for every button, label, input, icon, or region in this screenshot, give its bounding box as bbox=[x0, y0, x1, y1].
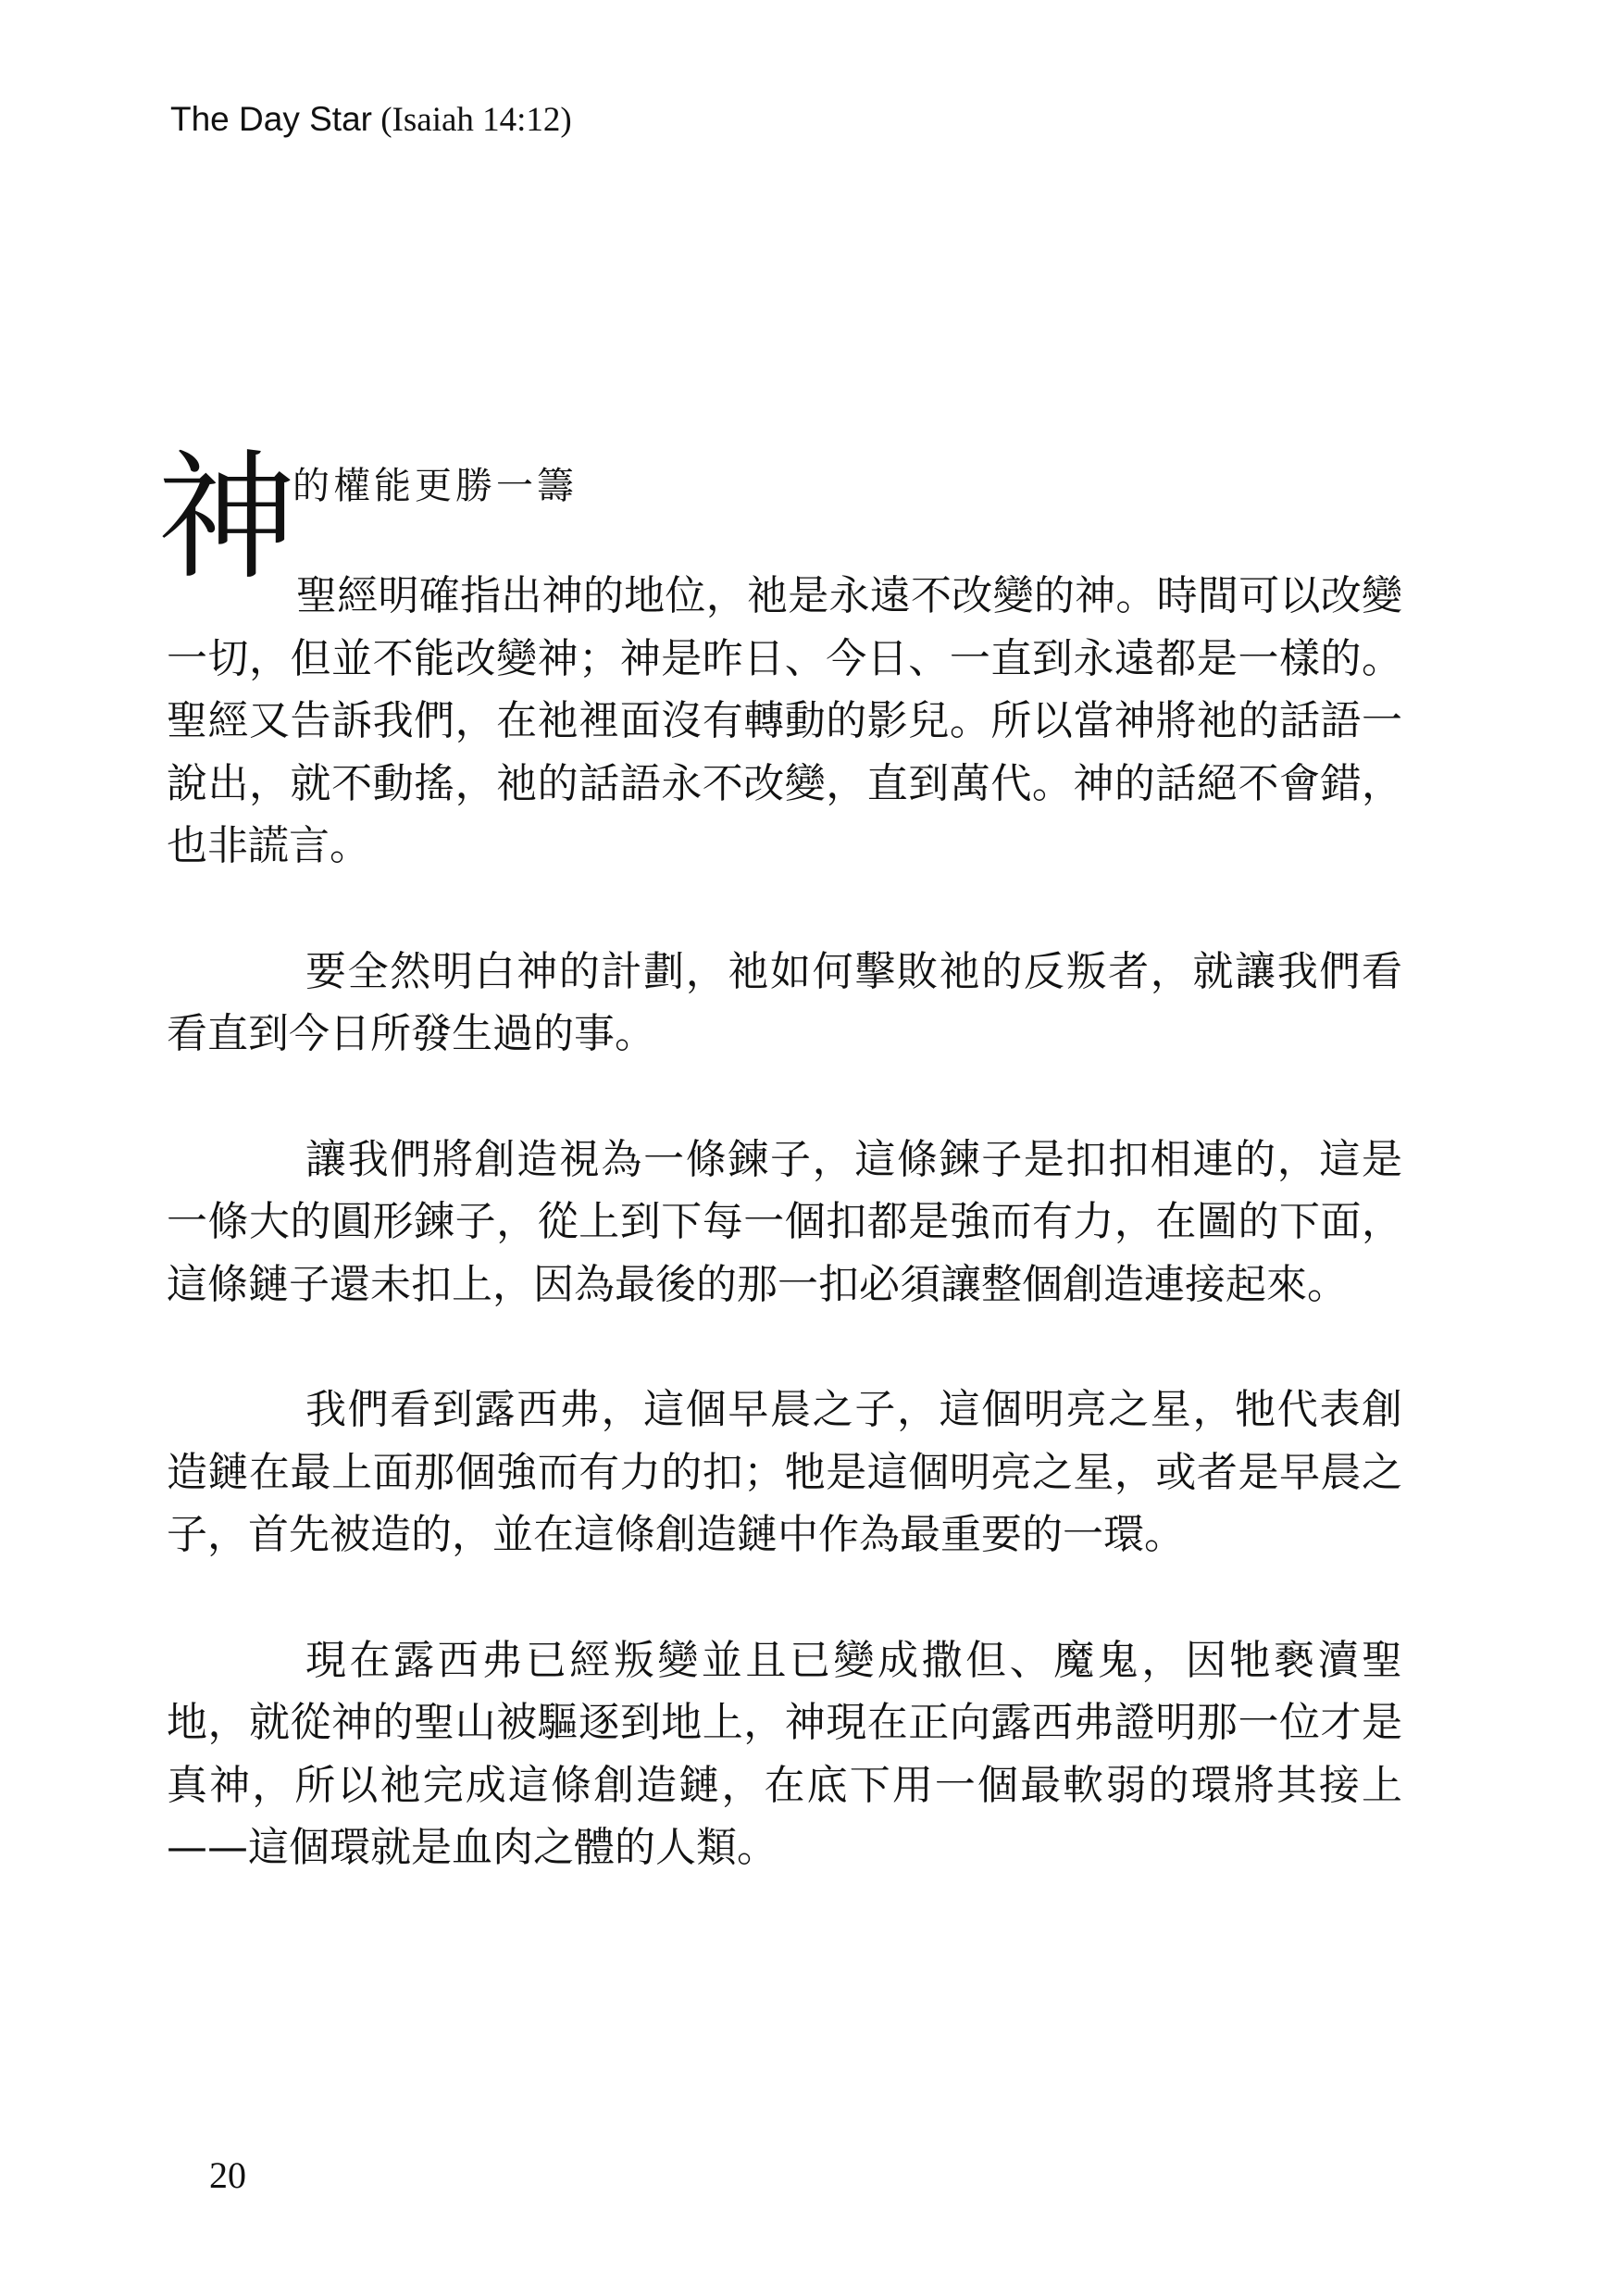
page-number: 20 bbox=[209, 2154, 246, 2196]
paragraph: 聖經明確指出神的地位，祂是永遠不改變的神。時間可以改變一切，但並不能改變神；神是昨日、今日、一直到永遠都是一樣的。聖經又告訴我們，在祂裡面沒有轉動的影兒。所以當神將祂的話語一說出，就不動搖，祂的話語永不改變，直到萬代。神的話絕不會錯，也非謊言。 bbox=[167, 572, 1402, 869]
body-text bbox=[167, 565, 1402, 1942]
book-title: The Day Star bbox=[170, 100, 372, 138]
running-header bbox=[170, 97, 572, 143]
scripture-reference: (Isaiah 14:12) bbox=[380, 101, 572, 139]
paragraph: 現在露西弗已經叛變並且已變成撒但、魔鬼，因牠褻瀆聖地，就從神的聖山被驅逐到地上，神現在正向露西弗證明那一位才是真神，所以祂完成這條創造鏈，在底下用一個最軟弱的環將其接上——這個環就是血肉之體的人類。 bbox=[167, 1636, 1402, 1871]
paragraph: 我們看到露西弗，這個早晨之子，這個明亮之星，牠代表創造鏈在最上面那個強而有力的扣；牠是這個明亮之星，或者是早晨之子，首先被造的，並在這條創造鏈中作為最重要的一環。 bbox=[167, 1386, 1402, 1558]
paragraph: 讓我們將創造視為一條鍊子，這條鍊子是扣扣相連的，這是一條大的圓形鍊子，從上到下每一個扣都是強而有力，在圖的下面，這條鏈子還未扣上，因為最後的那一扣必須讓整個創造連接起來。 bbox=[167, 1135, 1402, 1308]
chapter-heading-text: 的權能更勝一籌 bbox=[292, 465, 578, 507]
paragraph: 要全然明白神的計劃，祂如何擊敗祂的反叛者，就讓我們看看直到今日所發生過的事。 bbox=[167, 947, 1402, 1057]
drop-cap: 神 bbox=[157, 438, 297, 599]
